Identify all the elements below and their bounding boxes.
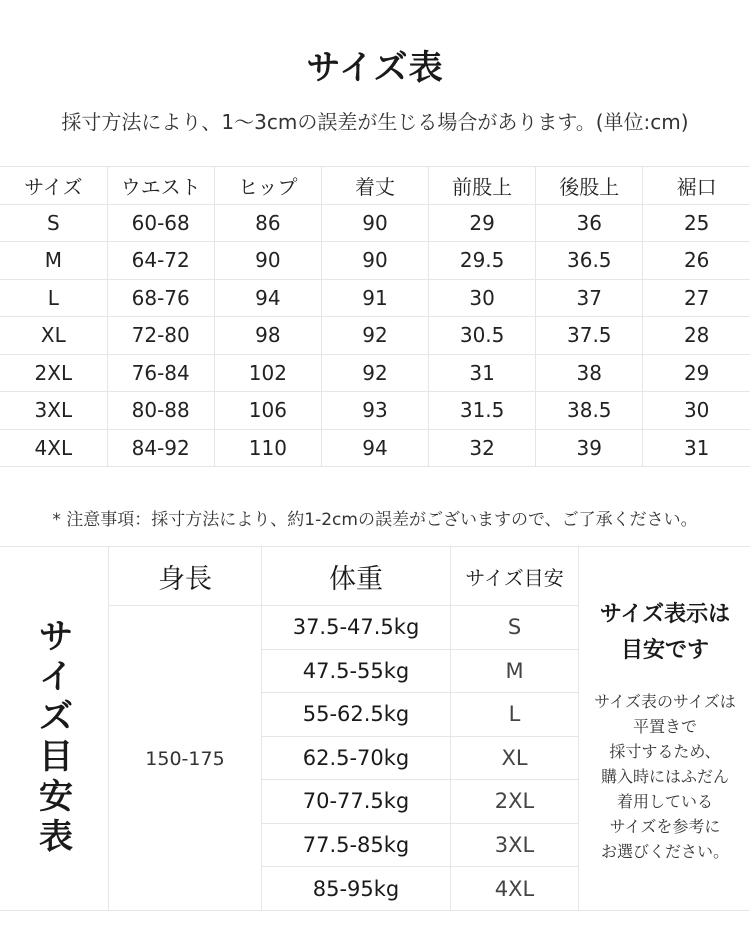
table-row (0, 392, 750, 430)
table-row (0, 279, 750, 317)
notice-body (579, 689, 750, 864)
cell-size: M (0, 242, 107, 280)
size-guide-header: サイズ目安 (451, 546, 578, 606)
recommended-size: S (507, 615, 522, 640)
recommended-size: XL (501, 745, 528, 770)
table-row (261, 737, 578, 781)
cell-size: S (0, 204, 107, 242)
table-row (261, 606, 578, 650)
cell-hip: 98 (214, 317, 321, 355)
size-guide-notice-panel (578, 546, 750, 911)
cell-hem: 29 (643, 354, 750, 392)
cell-front-rise: 30.5 (429, 317, 536, 355)
caution-note: * 注意事項：採寸方法により、約1-2cmの誤差がございますので、ご了承ください。 (52, 510, 698, 530)
header-hem: 裾口 (643, 167, 750, 205)
cell-hem: 30 (643, 392, 750, 430)
cell-size: L (0, 279, 107, 317)
cell-size: 4XL (0, 429, 107, 467)
notice-line: 採寸するため、 (609, 742, 721, 761)
measurement-disclaimer: 採寸方法により、1〜3cmの誤差が生じる場合があります。(単位:cm) (61, 110, 689, 134)
cell-hem: 28 (643, 317, 750, 355)
table-row (0, 429, 750, 467)
notice-line: サイズを参考に (609, 817, 721, 836)
weight-range: 55-62.5kg (261, 693, 451, 736)
notice-title (579, 597, 750, 669)
recommended-size: 2XL (494, 789, 535, 814)
table-row (261, 650, 578, 694)
height-range-value: 150-175 (108, 606, 261, 911)
cell-back-rise: 38.5 (536, 392, 643, 430)
cell-waist: 76-84 (107, 354, 214, 392)
notice-title-line: サイズ表示は (599, 602, 731, 627)
cell-length: 91 (321, 279, 428, 317)
header-back-rise: 後股上 (536, 167, 643, 205)
cell-length: 94 (321, 429, 428, 467)
size-guide-side-panel (0, 546, 108, 912)
cell-length: 92 (321, 317, 428, 355)
notice-title-line: 目安です (620, 638, 709, 663)
notice-line: 購入時にはふだん (600, 767, 729, 786)
table-row (0, 204, 750, 242)
cell-back-rise: 36.5 (536, 242, 643, 280)
table-row (0, 317, 750, 355)
cell-waist: 72-80 (107, 317, 214, 355)
size-chart-header-row (0, 167, 750, 205)
cell-waist: 60-68 (107, 204, 214, 242)
cell-back-rise: 37 (536, 279, 643, 317)
cell-hem: 31 (643, 429, 750, 467)
header-length: 着丈 (321, 167, 428, 205)
notice-line: お選びください。 (600, 842, 729, 861)
cell-waist: 64-72 (107, 242, 214, 280)
cell-hip: 90 (214, 242, 321, 280)
cell-front-rise: 32 (429, 429, 536, 467)
cell-length: 93 (321, 392, 428, 430)
cell-hip: 106 (214, 392, 321, 430)
cell-back-rise: 38 (536, 354, 643, 392)
cell-waist: 84-92 (107, 429, 214, 467)
size-guide-rows (261, 606, 578, 911)
table-row (0, 354, 750, 392)
header-size: サイズ (0, 167, 107, 205)
cell-length: 90 (321, 204, 428, 242)
notice-line: 着用している (616, 792, 713, 811)
cell-front-rise: 31 (429, 354, 536, 392)
cell-front-rise: 30 (429, 279, 536, 317)
cell-back-rise: 36 (536, 204, 643, 242)
height-header: 身長 (108, 546, 261, 606)
cell-waist: 68-76 (107, 279, 214, 317)
header-hip: ヒップ (214, 167, 321, 205)
table-row (0, 242, 750, 280)
cell-size: XL (0, 317, 107, 355)
notice-line: 平置きで (632, 717, 697, 736)
cell-length: 90 (321, 242, 428, 280)
header-front-rise: 前股上 (429, 167, 536, 205)
weight-header: 体重 (261, 546, 451, 606)
recommended-size: M (505, 658, 524, 683)
cell-hem: 25 (643, 204, 750, 242)
cell-back-rise: 39 (536, 429, 643, 467)
weight-range: 85-95kg (261, 867, 451, 911)
size-guide-table (0, 546, 750, 911)
cell-hip: 110 (214, 429, 321, 467)
weight-range: 70-77.5kg (261, 780, 451, 823)
table-row (261, 824, 578, 868)
notice-line: サイズ表のサイズは (594, 692, 736, 711)
cell-front-rise: 31.5 (429, 392, 536, 430)
recommended-size: 4XL (494, 876, 535, 901)
size-guide-side-title: サイズ目安表 (39, 617, 73, 857)
cell-hip: 94 (214, 279, 321, 317)
table-row (261, 780, 578, 824)
weight-range: 37.5-47.5kg (261, 606, 451, 649)
table-row (261, 867, 578, 911)
cell-size: 2XL (0, 354, 107, 392)
recommended-size: L (508, 702, 521, 727)
weight-range: 62.5-70kg (261, 737, 451, 780)
cell-hip: 86 (214, 204, 321, 242)
cell-size: 3XL (0, 392, 107, 430)
table-row (261, 693, 578, 737)
page-title: サイズ表 (306, 48, 444, 88)
cell-front-rise: 29.5 (429, 242, 536, 280)
weight-range: 47.5-55kg (261, 650, 451, 693)
cell-back-rise: 37.5 (536, 317, 643, 355)
cell-hem: 26 (643, 242, 750, 280)
size-chart-table (0, 166, 750, 467)
cell-front-rise: 29 (429, 204, 536, 242)
cell-length: 92 (321, 354, 428, 392)
weight-range: 77.5-85kg (261, 824, 451, 867)
cell-hip: 102 (214, 354, 321, 392)
bottom-divider (0, 910, 750, 911)
header-waist: ウエスト (107, 167, 214, 205)
cell-hem: 27 (643, 279, 750, 317)
recommended-size: 3XL (494, 832, 535, 857)
cell-waist: 80-88 (107, 392, 214, 430)
